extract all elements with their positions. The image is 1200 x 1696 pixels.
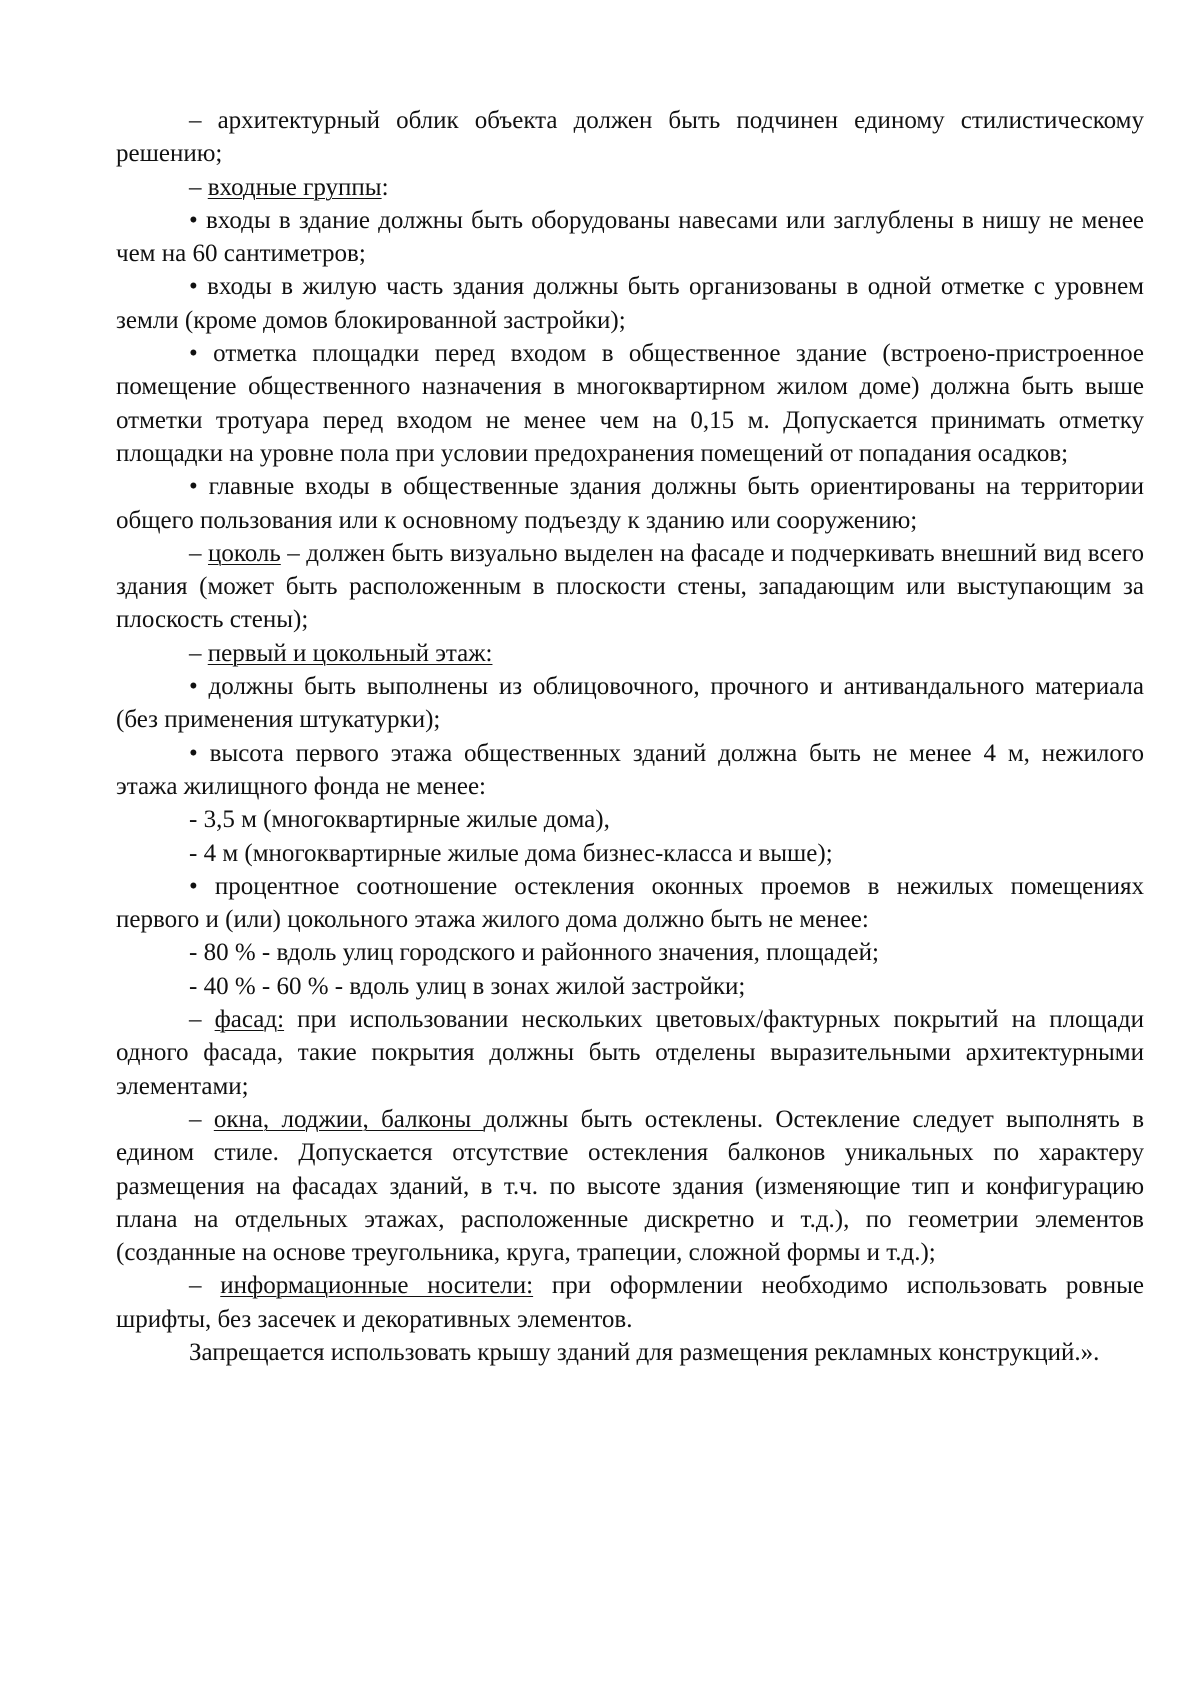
underlined-term: фасад: <box>214 1006 285 1034</box>
paragraph-text-tail: – должен быть визуально выделен на фасаде и подчеркивать внешний вид всего здания (может быть расположенным в плоскости стены, западающим или выступающим за плоскость стены); <box>116 539 1144 634</box>
document-page <box>116 104 1144 1369</box>
paragraph <box>116 737 1144 804</box>
paragraph-text-tail: должны быть остеклены. Остекление следует выполнять в едином стиле. Допускается отсутствие остекления балконов уникальных по характеру размещения на фасадах зданий, в т.ч. по высоте здания (изменяющие тип и конфигурацию плана на отдельных этажах, расположенные дискретно и т.д.), по геометрии элементов (созданные на основе треугольника, круга, трапеции, сложной формы и т.д.); <box>116 1105 1144 1267</box>
paragraph <box>116 970 1144 1003</box>
paragraph-text: – <box>189 1006 215 1034</box>
paragraph-text: - 40 % - 60 % - вдоль улиц в зонах жилой застройки; <box>189 972 746 1000</box>
paragraph-text: – архитектурный облик объекта должен быть подчинен единому стилистическому решению; <box>116 107 1144 168</box>
paragraph <box>116 337 1144 470</box>
paragraph <box>116 637 1144 670</box>
paragraph-text: - 4 м (многоквартирные жилые дома бизнес-класса и выше); <box>189 839 833 867</box>
paragraph <box>116 803 1144 836</box>
paragraph <box>116 936 1144 969</box>
paragraph-text: – <box>189 539 208 567</box>
paragraph-text: Запрещается использовать крышу зданий для размещения рекламных конструкций.». <box>189 1338 1100 1366</box>
paragraph-text: – <box>189 1105 214 1133</box>
paragraph-text: • процентное соотношение остекления оконных проемов в нежилых помещениях первого и (или) цокольного этажа жилого дома должно быть не менее: <box>116 872 1144 934</box>
paragraph <box>116 270 1144 337</box>
underlined-term: входные группы <box>207 173 382 201</box>
paragraph <box>116 837 1144 870</box>
underlined-term: цоколь <box>207 539 281 567</box>
paragraph <box>116 1269 1144 1336</box>
paragraph <box>116 1336 1144 1369</box>
paragraph <box>116 670 1144 737</box>
paragraph-text: – <box>189 1272 221 1300</box>
paragraph-text: – <box>189 639 208 667</box>
paragraph <box>116 1103 1144 1269</box>
paragraph-text-tail: при оформлении необходимо использовать ровные шрифты, без засечек и декоративных элементов. <box>116 1272 1145 1333</box>
paragraph <box>116 204 1144 271</box>
paragraph-text-tail: при использовании нескольких цветовых/фактурных покрытий на площади одного фасада, такие покрытия должны быть отделены выразительными архитектурными элементами; <box>116 1006 1144 1100</box>
paragraph <box>116 537 1144 637</box>
underlined-term: первый и цокольный этаж: <box>207 639 493 667</box>
paragraph-text: • должны быть выполнены из облицовочного, прочного и антивандального материала (без применения штукатурки); <box>116 673 1144 734</box>
paragraph <box>116 104 1144 171</box>
paragraph <box>116 470 1144 537</box>
underlined-term: окна, лоджии, балконы <box>213 1105 484 1133</box>
paragraph <box>116 171 1144 204</box>
paragraph-text: • главные входы в общественные здания должны быть ориентированы на территории общего пользования или к основному подъезду к зданию или сооружению; <box>116 473 1144 534</box>
paragraph-text: – <box>189 173 208 201</box>
paragraph-text: • отметка площадки перед входом в общественное здание (встроено-пристроенное помещение общественного назначения в многоквартирном жилом доме) должна быть выше отметки тротуара перед входом не менее чем на 0,15 м. Допускается принимать отметку площадки на уровне пола при условии предохранения помещений от попадания осадков; <box>116 340 1144 467</box>
paragraph <box>116 1003 1144 1103</box>
paragraph <box>116 870 1144 937</box>
paragraph-text: • высота первого этажа общественных зданий должна быть не менее 4 м, нежилого этажа жилищного фонда не менее: <box>116 739 1144 800</box>
paragraph-text: • входы в жилую часть здания должны быть организованы в одной отметке с уровнем земли (кроме домов блокированной застройки); <box>116 273 1144 334</box>
paragraph-text: • входы в здание должны быть оборудованы навесами или заглублены в нишу не менее чем на 60 сантиметров; <box>116 206 1144 268</box>
underlined-term: информационные носители: <box>220 1272 534 1300</box>
paragraph-text-tail: : <box>381 173 389 201</box>
paragraph-text: - 3,5 м (многоквартирные жилые дома), <box>189 806 610 834</box>
paragraph-text: - 80 % - вдоль улиц городского и районного значения, площадей; <box>189 939 879 967</box>
